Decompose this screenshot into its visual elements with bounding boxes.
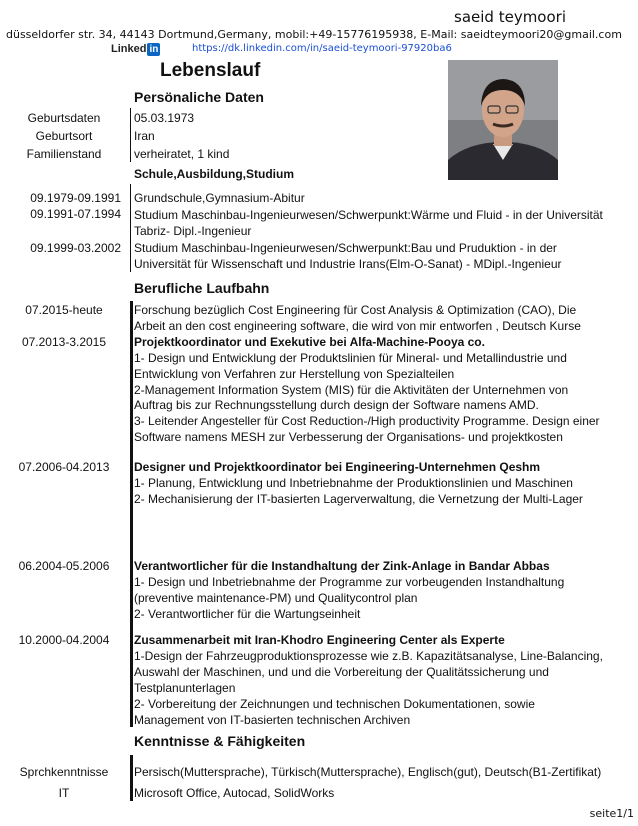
personal-value-marital: verheiratet, 1 kind <box>134 147 230 161</box>
skills-timeline-bar <box>130 755 133 801</box>
education-line: Tabriz- Dipl.-Ingenieur <box>134 224 252 238</box>
career-line: 2- Mechanisierung der IT-basierten Lagerverwaltung, die Vernetzung der Multi-Lager <box>134 492 583 506</box>
career-date: 07.2006-04.2013 <box>18 460 110 474</box>
column-divider <box>130 108 131 162</box>
linkedin-url-link[interactable]: https://dk.linkedin.com/in/saeid-teymoori-97920ba6 <box>192 43 452 54</box>
career-date: 06.2004-05.2006 <box>18 559 110 573</box>
linkedin-logo-icon: Linked in <box>111 43 159 55</box>
document-title: Lebenslauf <box>160 60 261 81</box>
section-heading-personal: Persönaliche Daten <box>134 89 264 105</box>
career-line: 1- Planung, Entwicklung und Inbetriebnahme der Produktionslinien und Maschinen <box>134 476 573 490</box>
education-line: Studium Maschinbau-Ingenieurwesen/Schwerpunkt:Wärme und Fluid - in der Universität <box>134 208 603 222</box>
education-date: 09.1999-03.2002 <box>30 241 121 255</box>
career-line: 1-Design der Fahrzeugproduktionsprozesse wie z.B. Kapazitätsanalyse, Line-Balancing, <box>134 649 603 663</box>
personal-value-birthplace: Iran <box>134 129 155 143</box>
career-timeline-bar <box>130 301 133 727</box>
section-heading-education: Schule,Ausbildung,Studium <box>134 167 294 181</box>
career-line: Software namens MESH zur Verbesserung der Organisations- und projektkosten <box>134 430 563 444</box>
career-title: Projektkoordinator und Exekutive bei Alfa-Machine-Pooya co. <box>134 335 485 349</box>
career-date: 10.2000-04.2004 <box>18 633 110 647</box>
career-line: Entwicklung von Verfahren zur Herstellung von Spezialteilen <box>134 367 455 381</box>
career-line: 2-Management Information System (MIS) für die Aktivitäten der Unternehmen von <box>134 383 569 397</box>
career-title: Verantwortlicher für die Instandhaltung der Zink-Anlage in Bandar Abbas <box>134 559 550 573</box>
personal-label-birthplace: Geburtsort <box>35 129 93 143</box>
career-title: Zusammenarbeit mit Iran-Khodro Engineering Center als Experte <box>134 633 505 647</box>
education-date: 09.1991-07.1994 <box>30 207 121 221</box>
applicant-name: saeid teymoori <box>454 8 566 26</box>
skills-label-languages: Sprchkenntnisse <box>19 765 109 779</box>
education-line: Grundschule,Gymnasium-Abitur <box>134 191 305 205</box>
career-line: Auswahl der Maschinen, und und die Vorbereitung der Qualitätssicherung und <box>134 665 549 679</box>
section-heading-skills: Kenntnisse & Fähigkeiten <box>134 733 306 749</box>
page-number: seite1/1 <box>589 807 634 820</box>
personal-label-marital: Familienstand <box>26 147 102 161</box>
career-line: Testplanunterlagen <box>134 681 236 695</box>
education-date: 09.1979-09.1991 <box>30 191 121 205</box>
career-line: (preventive maintenance-PM) und Qualitycontrol plan <box>134 591 418 605</box>
personal-value-birthdate: 05.03.1973 <box>134 111 195 125</box>
education-line: Studium Maschinbau-Ingenieurwesen/Schwerpunkt:Bau und Pruduktion - in der <box>134 241 557 255</box>
career-line: Management von IT-basierten technischen Archiven <box>134 713 411 727</box>
career-line: Forschung bezüglich Cost Engineering für Cost Analysis & Optimization (CAO), Die <box>134 303 577 317</box>
profile-photo <box>448 60 558 180</box>
career-line: Arbeit an den cost engineering software, die wird von mir entworfen , Deutsch Kurse <box>134 319 581 333</box>
column-divider <box>130 184 131 272</box>
career-line: 1- Design und Entwicklung der Produktslinien für Mineral- und Metallindustrie und <box>134 351 567 365</box>
career-line: 3- Leitender Angesteller für Cost Reduction-/High productivity Programme. Design einer <box>134 414 600 428</box>
education-line: Universität für Wissenschaft und Industrie Irans(Elm-O-Sanat) - MDipl.-Ingenieur <box>134 257 562 271</box>
career-line: 2- Vorbereitung der Zeichnungen und technischen Dokumentationen, sowie <box>134 697 535 711</box>
personal-label-birthdate: Geburtsdaten <box>27 111 101 125</box>
contact-address: düsseldorfer str. 34, 44143 Dortmund,Germany, mobil:+49-15776195938, E-Mail: saeidteymoori20@gmail.com <box>6 28 622 41</box>
section-heading-career: Berufliche Laufbahn <box>134 280 270 296</box>
career-date: 07.2013-3.2015 <box>21 335 107 349</box>
career-title: Designer und Projektkoordinator bei Engineering-Unternehmen Qeshm <box>134 460 541 474</box>
career-date: 07.2015-heute <box>25 303 103 317</box>
skills-value-it: Microsoft Office, Autocad, SolidWorks <box>134 786 335 800</box>
career-line: 2- Verantwortlicher für die Wartungseinheit <box>134 607 361 621</box>
skills-label-it: IT <box>58 786 70 800</box>
career-line: Auftrag bis zur Rechnungsstellung durch design der Software namens AMD. <box>134 398 539 412</box>
skills-value-languages: Persisch(Muttersprache), Türkisch(Muttersprache), Englisch(gut), Deutsch(B1-Zertifikat) <box>134 765 602 779</box>
career-line: 1- Design und Inbetriebnahme der Programme zur vorbeugenden Instandhaltung <box>134 575 565 589</box>
